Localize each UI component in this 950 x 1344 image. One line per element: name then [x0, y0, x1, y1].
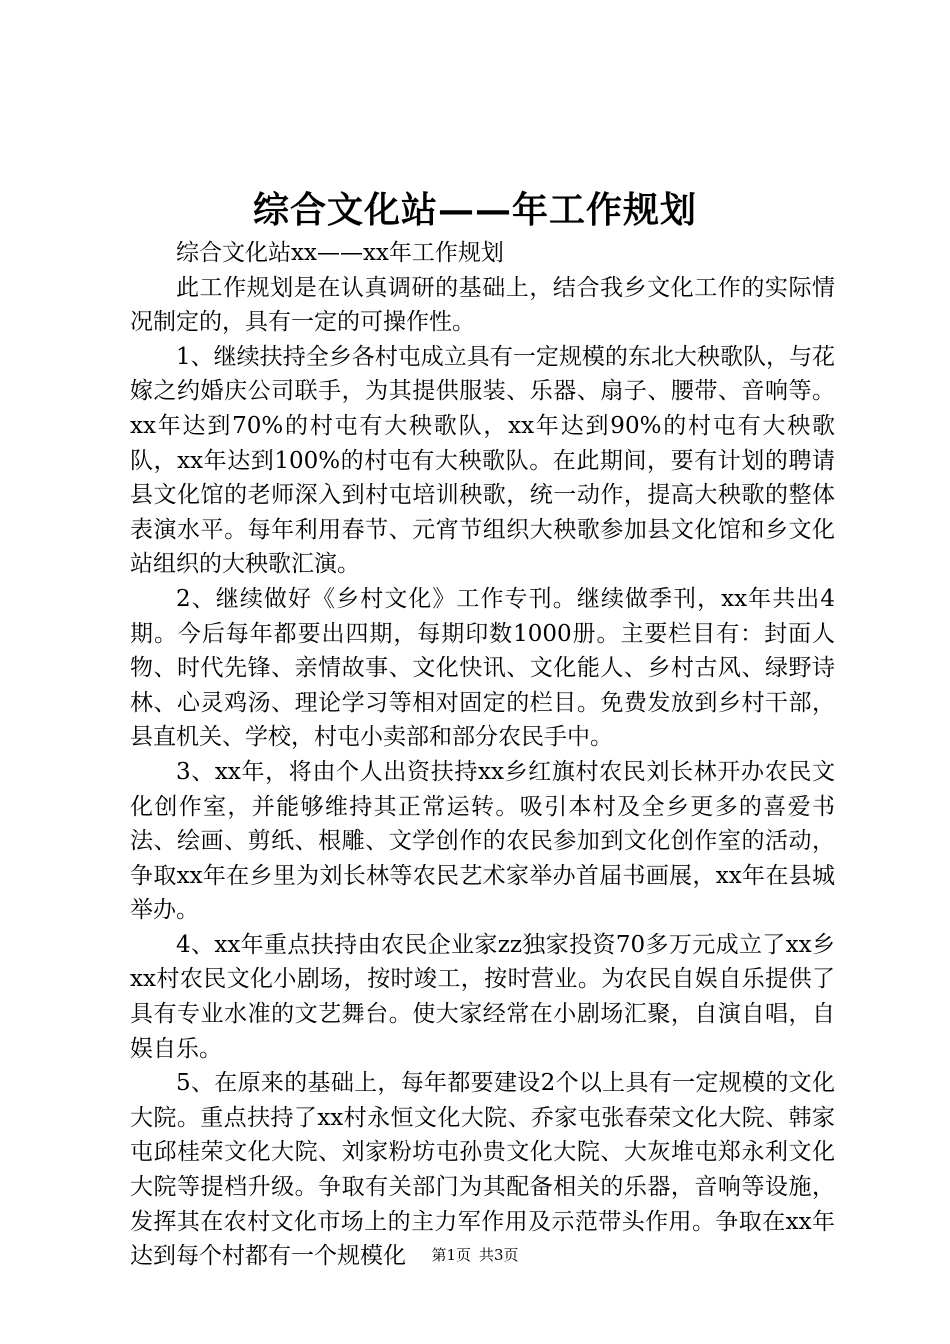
page-footer: [0, 1244, 950, 1266]
paragraph-item-1: 1、继续扶持全乡各村屯成立具有一定规模的东北大秧歌队，与花嫁之约婚庆公司联手，为其提供服装、乐器、扇子、腰带、音响等。xx年达到70%的村屯有大秧歌队，xx年达到90%的村屯有大秧歌队，xx年达到100%的村屯有大秧歌队。在此期间，要有计划的聘请县文化馆的老师深入到村屯培训秧歌，统一动作，提高大秧歌的整体表演水平。每年利用春节、元宵节组织大秧歌参加县文化馆和乡文化站组织的大秧歌汇演。: [130, 343, 835, 578]
paragraph-item-3: 3、xx年，将由个人出资扶持xx乡红旗村农民刘长林开办农民文化创作室，并能够维持其正常运转。吸引本村及全乡更多的喜爱书法、绘画、剪纸、根雕、文学创作的农民参加到文化创作室的活动，争取xx年在乡里为刘长林等农民艺术家举办首届书画展，xx年在县城举办。: [130, 758, 835, 924]
paragraph-item-5: 5、在原来的基础上，每年都要建设2个以上具有一定规模的文化大院。重点扶持了xx村永恒文化大院、乔家屯张春荣文化大院、韩家屯邱桂荣文化大院、刘家粉坊屯孙贵文化大院、大灰堆屯郑永利文化大院等提档升级。争取有关部门为其配备相关的乐器，音响等设施，发挥其在农村文化市场上的主力军作用及示范带头作用。争取在xx年达到每个村都有一个规模化: [130, 1070, 835, 1270]
paragraph-item-4: 4、xx年重点扶持由农民企业家zz独家投资70多万元成立了xx乡xx村农民文化小剧场，按时竣工，按时营业。为农民自娱自乐提供了具有专业水准的文艺舞台。使大家经常在小剧场汇聚，自演自唱，自娱自乐。: [130, 931, 835, 1062]
paragraph-intro: 此工作规划是在认真调研的基础上，结合我乡文化工作的实际情况制定的，具有一定的可操作性。: [130, 274, 835, 336]
page-total: 共3页: [479, 1246, 519, 1264]
paragraph-heading: 综合文化站xx——xx年工作规划: [176, 240, 504, 266]
document-title: 综合文化站——年工作规划: [252, 189, 697, 231]
document-body: [130, 236, 835, 1274]
paragraph-item-2: 2、继续做好《乡村文化》工作专刊。继续做季刊，xx年共出4期。今后每年都要出四期，每期印数1000册。主要栏目有：封面人物、时代先锋、亲情故事、文化快讯、文化能人、乡村古风、绿野诗林、心灵鸡汤、理论学习等相对固定的栏目。免费发放到乡村干部，县直机关、学校，村屯小卖部和部分农民手中。: [130, 585, 835, 751]
page-number: 第1页: [431, 1246, 471, 1264]
